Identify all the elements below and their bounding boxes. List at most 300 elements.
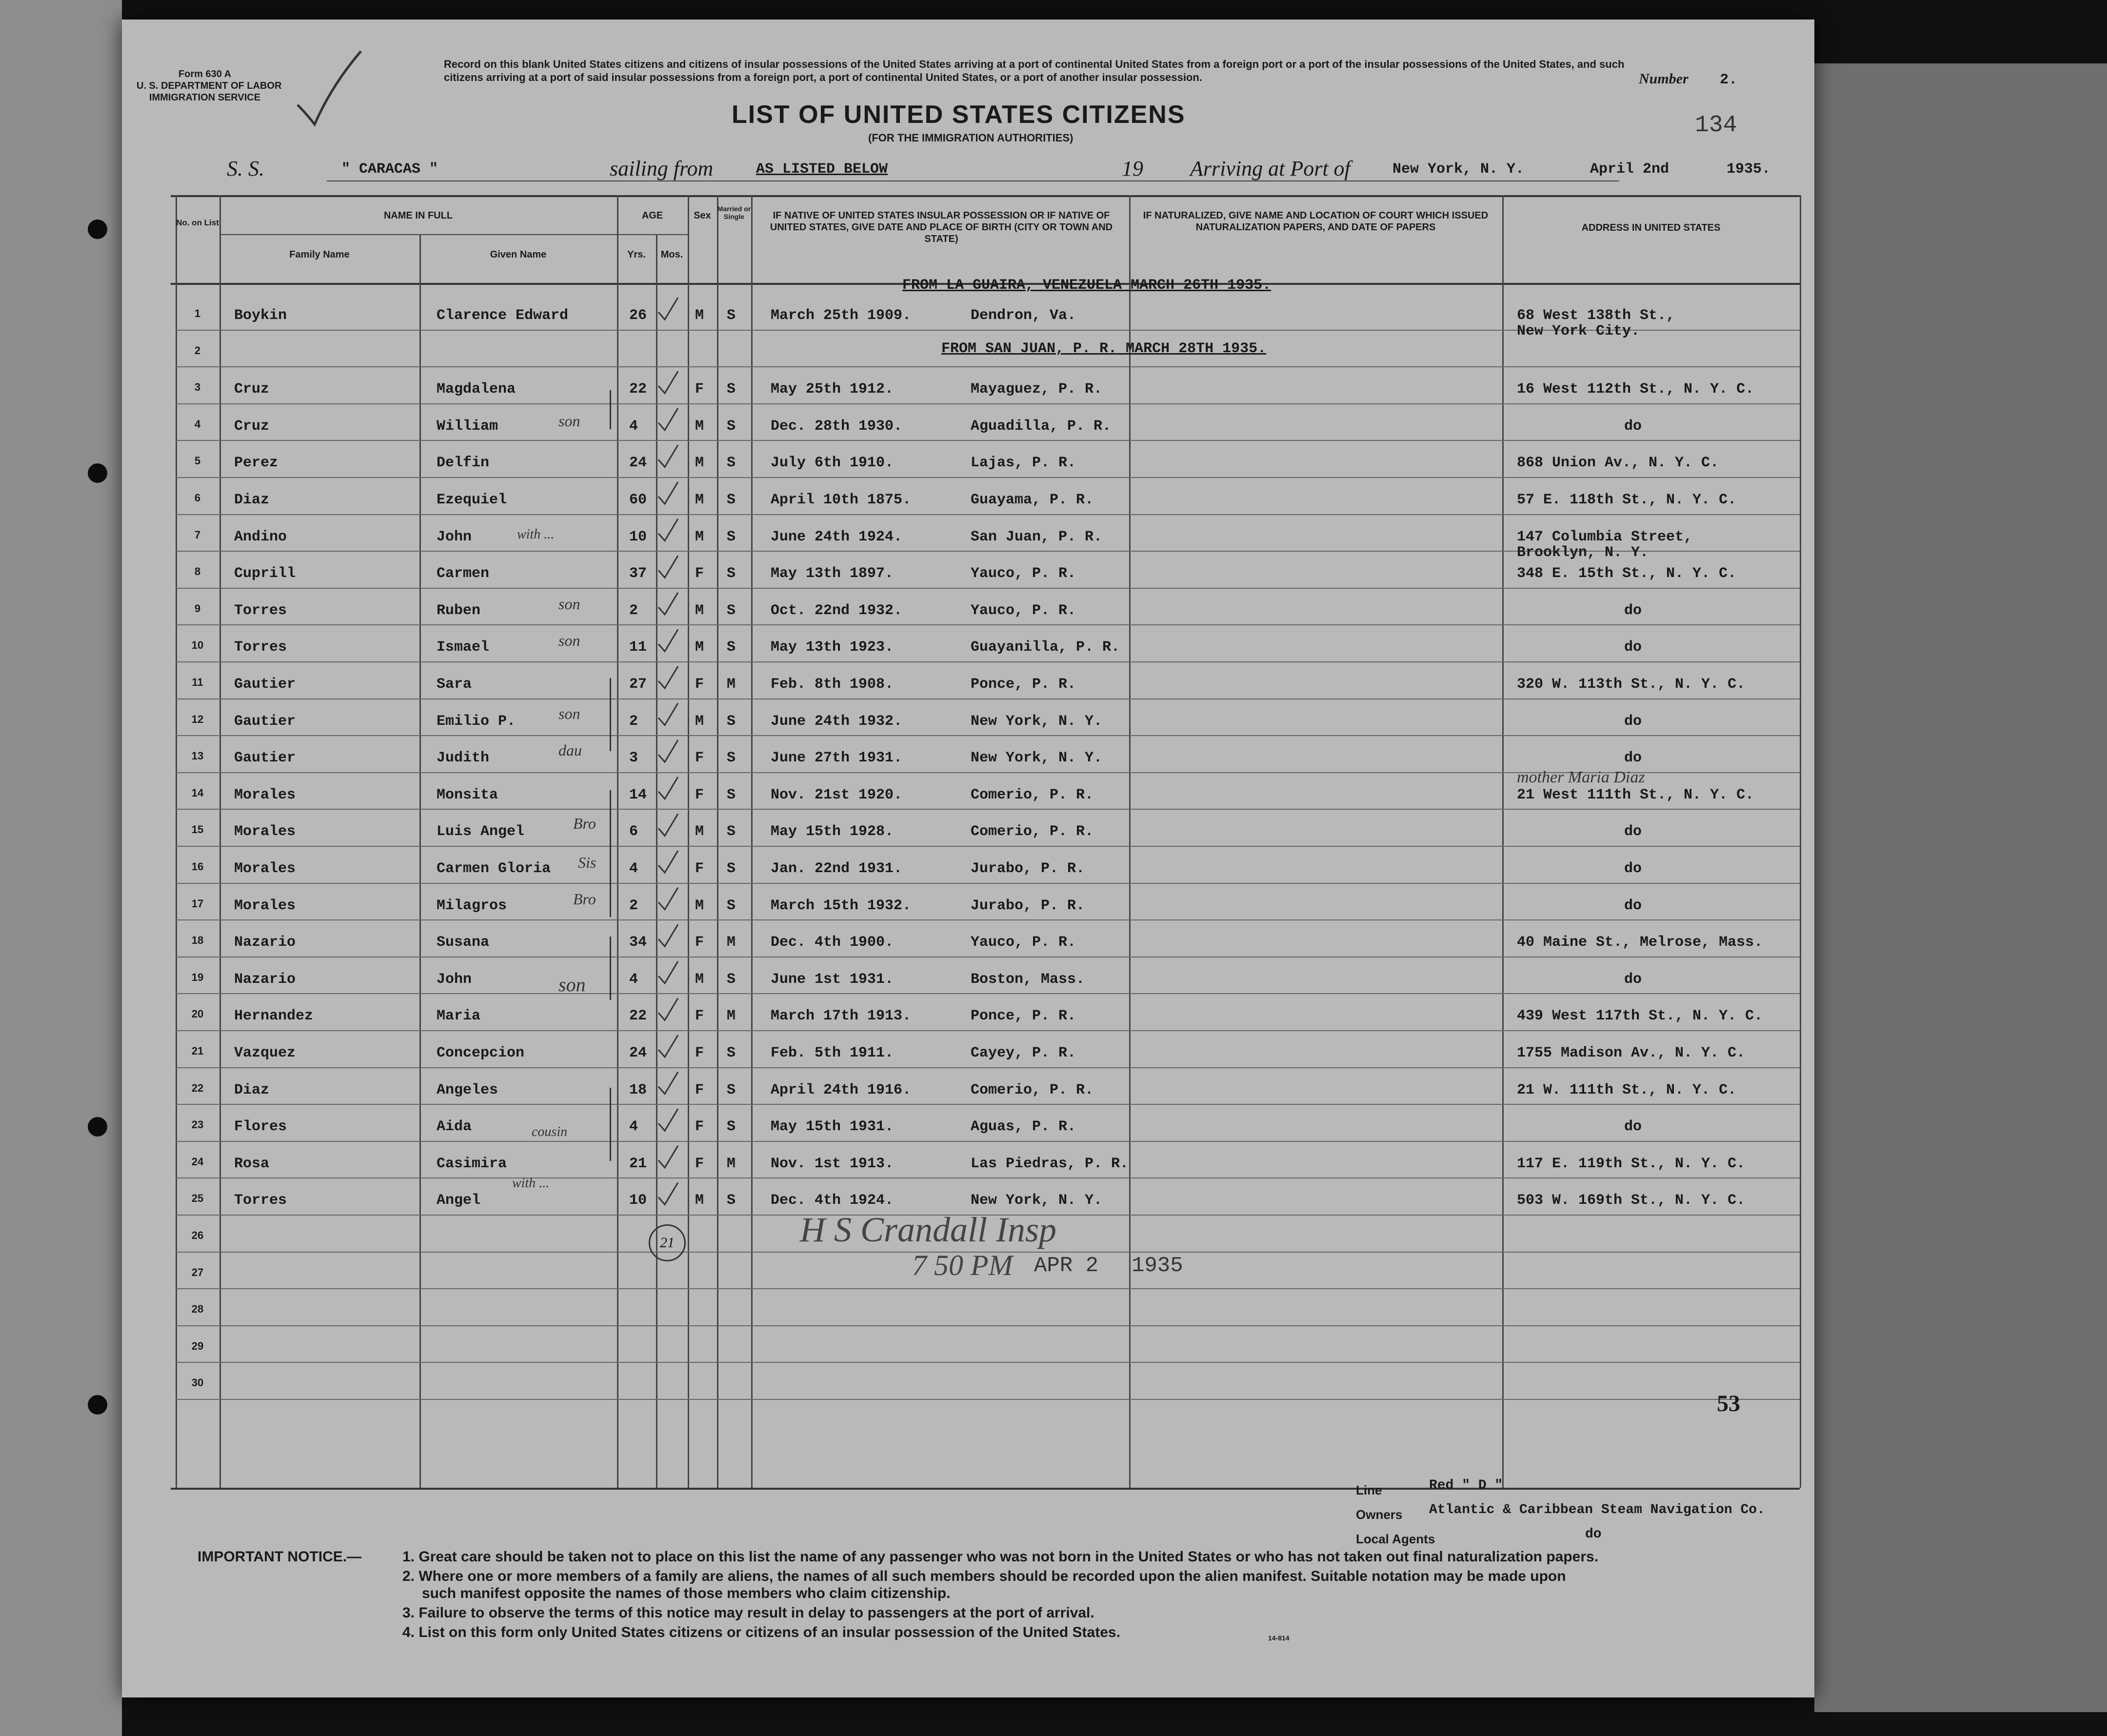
- row-16-ms: S: [727, 860, 736, 877]
- handwritten-note: Sis: [578, 854, 596, 871]
- row-1-birth-date: March 25th 1909.: [771, 307, 912, 324]
- agents-label: Local Agents: [1356, 1532, 1435, 1546]
- row-18-yrs: 34: [629, 934, 647, 951]
- row-10-birth-date: May 13th 1923.: [771, 639, 894, 656]
- tick-mark: [658, 666, 678, 688]
- col-header-yrs: Yrs.: [627, 249, 646, 260]
- row-7-birth-place: San Juan, P. R.: [971, 528, 1103, 545]
- row-6-family: Diaz: [234, 492, 270, 508]
- row-rule: [176, 440, 1800, 441]
- row-8-yrs: 37: [629, 565, 647, 582]
- arrival-time: 7 50 PM: [912, 1249, 1013, 1281]
- row-14-family: Morales: [234, 786, 296, 803]
- row-7-given: John: [437, 528, 472, 545]
- row-20-given: Maria: [437, 1008, 481, 1025]
- row-19-no: 19: [191, 971, 204, 983]
- row-23-address: do: [1624, 1118, 1642, 1136]
- row-8-no: 8: [194, 565, 201, 578]
- row-19-address: do: [1624, 971, 1642, 988]
- row-25-sex: M: [695, 1192, 704, 1209]
- row-21-no: 21: [191, 1045, 204, 1057]
- col-line: [219, 195, 221, 1488]
- row-10-yrs: 11: [629, 639, 647, 656]
- col-header-mos: Mos.: [660, 249, 683, 260]
- arrival-year: 1935.: [1727, 161, 1771, 178]
- row-12-ms: S: [727, 713, 736, 730]
- row-15-no: 15: [191, 823, 204, 836]
- col-line: [617, 195, 618, 1488]
- handwritten-note: son: [558, 595, 580, 613]
- row-16-birth-date: Jan. 22nd 1931.: [771, 860, 903, 877]
- row-16-no: 16: [191, 860, 204, 873]
- row-8-address: 348 E. 15th St., N. Y. C.: [1517, 565, 1737, 582]
- row-12-address: do: [1624, 713, 1642, 730]
- row-3-family: Cruz: [234, 381, 270, 398]
- row-11-sex: F: [695, 676, 704, 693]
- tick-mark: [658, 961, 678, 983]
- row-9-family: Torres: [234, 602, 287, 619]
- row-9-yrs: 2: [629, 602, 638, 619]
- row-11-ms: M: [727, 676, 736, 693]
- line-value: Red " D ": [1429, 1478, 1503, 1493]
- row-16-sex: F: [695, 860, 704, 877]
- tick-mark: [658, 1146, 678, 1168]
- row-8-sex: F: [695, 565, 704, 582]
- row-15-address: do: [1624, 823, 1642, 840]
- arriving-label: Arriving at Port of: [1190, 157, 1351, 180]
- row-rule: [176, 698, 1800, 699]
- row-11-no: 11: [192, 676, 203, 688]
- row-22-birth-date: April 24th 1916.: [771, 1081, 912, 1098]
- row-25-ms: S: [727, 1192, 736, 1209]
- row-20-birth-place: Ponce, P. R.: [971, 1008, 1076, 1025]
- col-header-sex: Sex: [694, 210, 711, 221]
- table-bottom-border: [171, 1488, 1800, 1490]
- row-17-family: Morales: [234, 897, 296, 914]
- row-23-family: Flores: [234, 1118, 287, 1136]
- tick-mark: [658, 740, 678, 762]
- line-label: Line: [1356, 1483, 1382, 1497]
- col-header-no: No. on List: [176, 218, 219, 227]
- row-rule: [176, 1399, 1800, 1400]
- row-27-no: 27: [191, 1266, 204, 1278]
- row-9-ms: S: [727, 602, 736, 619]
- row-6-birth-date: April 10th 1875.: [771, 492, 912, 508]
- row-7-yrs: 10: [629, 528, 647, 545]
- row-25-given: Angel: [437, 1192, 481, 1209]
- row-12-birth-place: New York, N. Y.: [971, 713, 1103, 730]
- row-17-sex: M: [695, 897, 704, 914]
- row-7-no: 7: [194, 528, 201, 541]
- row-rule: [176, 1325, 1800, 1326]
- row-rule: [176, 957, 1800, 958]
- row-14-given: Monsita: [437, 786, 498, 803]
- row-5-sex: M: [695, 455, 704, 472]
- punch-hole: [88, 219, 107, 239]
- row-8-given: Carmen: [437, 565, 490, 582]
- row-20-no: 20: [191, 1008, 204, 1020]
- row-15-ms: S: [727, 823, 736, 840]
- row-15-family: Morales: [234, 823, 296, 840]
- row-24-address: 117 E. 119th St., N. Y. C.: [1517, 1155, 1746, 1172]
- notice-item-2-cont: such manifest opposite the names of those members who claim citizenship.: [422, 1585, 951, 1601]
- row-5-no: 5: [194, 455, 201, 467]
- row-26-no: 26: [191, 1229, 204, 1241]
- row-11-given: Sara: [437, 676, 472, 693]
- row-1-address: 68 West 138th St.,: [1517, 307, 1675, 324]
- handwritten-note: dau: [558, 741, 582, 759]
- row-8-family: Cuprill: [234, 565, 296, 582]
- row-6-no: 6: [194, 492, 201, 504]
- row-18-birth-place: Yauco, P. R.: [971, 934, 1076, 951]
- row-17-yrs: 2: [629, 897, 638, 914]
- row-1-ms: S: [727, 307, 736, 324]
- tick-mark: [658, 814, 678, 836]
- row-10-no: 10: [191, 639, 204, 652]
- form-number: Form 630 A: [178, 69, 232, 80]
- row-15-birth-place: Comerio, P. R.: [971, 823, 1094, 840]
- row-17-given: Milagros: [437, 897, 507, 914]
- row-22-family: Diaz: [234, 1081, 270, 1098]
- tick-mark: [658, 556, 678, 578]
- row-7-birth-date: June 24th 1924.: [771, 528, 903, 545]
- row-20-birth-date: March 17th 1913.: [771, 1008, 912, 1025]
- row-9-given: Ruben: [437, 602, 481, 619]
- col-header-address: ADDRESS IN UNITED STATES: [1581, 222, 1721, 233]
- row-3-ms: S: [727, 381, 736, 398]
- row-13-no: 13: [191, 750, 204, 762]
- row-18-address: 40 Maine St., Melrose, Mass.: [1517, 934, 1763, 951]
- row-3-sex: F: [695, 381, 704, 398]
- row-4-birth-date: Dec. 28th 1930.: [771, 418, 903, 435]
- row-5-birth-date: July 6th 1910.: [771, 455, 894, 472]
- row-1-address2: New York City.: [1517, 323, 1640, 339]
- row-24-no: 24: [191, 1155, 204, 1168]
- page-subtitle: (FOR THE IMMIGRATION AUTHORITIES): [868, 132, 1073, 144]
- tick-mark: [658, 998, 678, 1020]
- row-16-family: Morales: [234, 860, 296, 877]
- row-4-address: do: [1624, 418, 1642, 435]
- row-19-birth-place: Boston, Mass.: [971, 971, 1085, 988]
- table-top-border: [171, 195, 1800, 197]
- row-25-birth-place: New York, N. Y.: [971, 1192, 1103, 1209]
- row-4-yrs: 4: [629, 418, 638, 435]
- col-line: [176, 195, 177, 1488]
- row-rule: [176, 1362, 1800, 1363]
- row-14-birth-date: Nov. 21st 1920.: [771, 786, 903, 803]
- check-mark-icon: [293, 46, 366, 134]
- row-9-sex: M: [695, 602, 704, 619]
- row-3-birth-date: May 25th 1912.: [771, 381, 894, 398]
- row-rule: [176, 846, 1800, 847]
- row-24-sex: F: [695, 1155, 704, 1172]
- row-24-family: Rosa: [234, 1155, 270, 1172]
- row-21-birth-place: Cayey, P. R.: [971, 1045, 1076, 1061]
- row-24-birth-place: Las Piedras, P. R.: [971, 1155, 1129, 1172]
- row-23-birth-date: May 15th 1931.: [771, 1118, 894, 1136]
- background-page-left: [0, 0, 122, 1736]
- row-16-address: do: [1624, 860, 1642, 877]
- row-12-birth-date: June 24th 1932.: [771, 713, 903, 730]
- row-18-sex: F: [695, 934, 704, 951]
- handwritten-note: Bro: [573, 815, 596, 832]
- col-line: [1502, 195, 1504, 1488]
- inspector-signature: H S Crandall Insp: [800, 1210, 1057, 1249]
- manifest-sheet: [122, 20, 1814, 1697]
- row-23-birth-place: Aguas, P. R.: [971, 1118, 1076, 1136]
- bracket-mark: [610, 937, 611, 1000]
- bracket-mark: [610, 678, 611, 751]
- row-9-address: do: [1624, 602, 1642, 619]
- row-12-no: 12: [191, 713, 204, 725]
- row-rule: [176, 735, 1800, 736]
- number-field: [1639, 71, 1737, 88]
- row-18-birth-date: Dec. 4th 1900.: [771, 934, 894, 951]
- handwritten-note: Bro: [573, 890, 596, 908]
- row-rule: [176, 403, 1800, 404]
- age-header-divider: [617, 234, 688, 235]
- notice-item-1: 1. Great care should be taken not to place on this list the name of any passenger who was not born in the United States or who has not taken out final naturalization papers.: [402, 1549, 1599, 1565]
- form-id-block: [137, 68, 282, 103]
- row-4-given: William: [437, 418, 498, 435]
- row-4-ms: S: [727, 418, 736, 435]
- tally-circle: 21: [649, 1224, 686, 1261]
- row-25-birth-date: Dec. 4th 1924.: [771, 1192, 894, 1209]
- year-prefix: 19: [1122, 157, 1143, 180]
- row-13-ms: S: [727, 750, 736, 767]
- sailing-label: sailing from: [610, 157, 714, 180]
- row-24-yrs: 21: [629, 1155, 647, 1172]
- row-18-ms: M: [727, 934, 736, 951]
- row-13-address: do: [1624, 750, 1642, 767]
- row-14-no: 14: [191, 786, 204, 799]
- row-5-ms: S: [727, 455, 736, 472]
- row-rule: [176, 366, 1800, 367]
- row-22-sex: F: [695, 1081, 704, 1098]
- row-8-birth-place: Yauco, P. R.: [971, 565, 1076, 582]
- row-rule: [176, 1288, 1800, 1289]
- row-1-yrs: 26: [629, 307, 647, 324]
- col-header-given: Given Name: [490, 249, 547, 260]
- bracket-mark: [610, 1088, 611, 1161]
- tick-mark: [658, 1072, 678, 1094]
- row-2-no: 2: [194, 344, 201, 357]
- row-21-family: Vazquez: [234, 1045, 296, 1061]
- col-header-married: Married or Single: [717, 205, 751, 220]
- row-16-yrs: 4: [629, 860, 638, 877]
- row-13-given: Judith: [437, 750, 490, 767]
- row-22-address: 21 W. 111th St., N. Y. C.: [1517, 1081, 1737, 1098]
- row-21-yrs: 24: [629, 1045, 647, 1061]
- row-7-sex: M: [695, 528, 704, 545]
- row-25-yrs: 10: [629, 1192, 647, 1209]
- row-29-no: 29: [191, 1339, 204, 1352]
- row-5-given: Delfin: [437, 455, 490, 472]
- row-12-family: Gautier: [234, 713, 296, 730]
- tick-mark: [658, 519, 678, 541]
- row-10-birth-place: Guayanilla, P. R.: [971, 639, 1120, 656]
- tick-mark: [658, 593, 678, 615]
- row-21-sex: F: [695, 1045, 704, 1061]
- tick-mark: [658, 777, 678, 799]
- background-page-right: [1814, 63, 2107, 1712]
- row-13-birth-date: June 27th 1931.: [771, 750, 903, 767]
- row-20-family: Hernandez: [234, 1008, 314, 1025]
- row-9-no: 9: [194, 602, 201, 615]
- row-7-address2: Brooklyn, N. Y.: [1517, 544, 1649, 561]
- row-4-sex: M: [695, 418, 704, 435]
- row-rule: [176, 477, 1800, 478]
- notice-item-2: 2. Where one or more members of a family are aliens, the names of all such members should be recorded upon the alien manifest. Suitable notation may be made upon: [402, 1568, 1566, 1584]
- page-number: 53: [1717, 1391, 1740, 1417]
- bracket-mark: [610, 790, 611, 917]
- name-header-divider: [219, 234, 617, 235]
- row-rule: [176, 1141, 1800, 1142]
- section-header-la-guaira: FROM LA GUAIRA, VENEZUELA MARCH 26TH 1935.: [902, 277, 1272, 294]
- row-3-no: 3: [194, 381, 201, 394]
- tick-mark: [658, 1035, 678, 1057]
- number-value: 2.: [1720, 72, 1738, 88]
- tick-mark: [658, 629, 678, 651]
- row-22-no: 22: [191, 1081, 204, 1094]
- row-17-birth-place: Jurabo, P. R.: [971, 897, 1085, 914]
- handwritten-note: son: [558, 705, 580, 722]
- arrival-port: New York, N. Y.: [1392, 161, 1525, 178]
- row-21-address: 1755 Madison Av., N. Y. C.: [1517, 1045, 1746, 1061]
- row-4-family: Cruz: [234, 418, 270, 435]
- owners-label: Owners: [1356, 1507, 1403, 1522]
- tick-mark: [658, 703, 678, 725]
- row-16-birth-place: Jurabo, P. R.: [971, 860, 1085, 877]
- row-11-yrs: 27: [629, 676, 647, 693]
- row-rule: [176, 993, 1800, 994]
- row-14-birth-place: Comerio, P. R.: [971, 786, 1094, 803]
- row-14-yrs: 14: [629, 786, 647, 803]
- punch-hole: [88, 1117, 107, 1137]
- row-22-yrs: 18: [629, 1081, 647, 1098]
- row-24-given: Casimira: [437, 1155, 507, 1172]
- row-13-sex: F: [695, 750, 704, 767]
- ss-label: S. S.: [227, 157, 264, 180]
- row-11-birth-date: Feb. 8th 1908.: [771, 676, 894, 693]
- voyage-underline: [327, 180, 1619, 181]
- row-20-ms: M: [727, 1008, 736, 1025]
- row-1-sex: M: [695, 307, 704, 324]
- row-12-yrs: 2: [629, 713, 638, 730]
- row-10-sex: M: [695, 639, 704, 656]
- row-1-no: 1: [194, 307, 201, 319]
- row-20-address: 439 West 117th St., N. Y. C.: [1517, 1008, 1763, 1025]
- tick-mark: [658, 298, 678, 319]
- row-17-ms: S: [727, 897, 736, 914]
- tick-mark: [658, 1109, 678, 1131]
- col-header-age: AGE: [641, 210, 663, 221]
- handwritten-note: with ...: [512, 1176, 550, 1191]
- notice-item-3: 3. Failure to observe the terms of this notice may result in delay to passengers at the port of arrival.: [402, 1605, 1094, 1621]
- row-6-yrs: 60: [629, 492, 647, 508]
- row-10-ms: S: [727, 639, 736, 656]
- col-line: [419, 234, 421, 1488]
- row-22-birth-place: Comerio, P. R.: [971, 1081, 1094, 1098]
- row-18-given: Susana: [437, 934, 490, 951]
- tick-marks: [656, 293, 719, 1249]
- row-19-ms: S: [727, 971, 736, 988]
- punch-hole: [88, 463, 107, 483]
- punch-hole: [88, 1395, 107, 1415]
- row-17-address: do: [1624, 897, 1642, 914]
- row-20-sex: F: [695, 1008, 704, 1025]
- row-rule: [176, 1177, 1800, 1178]
- notice-title: IMPORTANT NOTICE.—: [198, 1549, 362, 1565]
- row-7-address: 147 Columbia Street,: [1517, 528, 1693, 545]
- tick-mark: [658, 924, 678, 946]
- row-3-yrs: 22: [629, 381, 647, 398]
- row-19-yrs: 4: [629, 971, 638, 988]
- row-8-ms: S: [727, 565, 736, 582]
- row-6-address: 57 E. 118th St., N. Y. C.: [1517, 492, 1737, 508]
- row-14-address: 21 West 111th St., N. Y. C.: [1517, 786, 1754, 803]
- row-18-family: Nazario: [234, 934, 296, 951]
- row-5-address: 868 Union Av., N. Y. C.: [1517, 455, 1719, 472]
- tick-mark: [658, 482, 678, 504]
- row-16-given: Carmen Gloria: [437, 860, 551, 877]
- row-15-given: Luis Angel: [437, 823, 525, 840]
- stamp-date: APR 2: [1034, 1254, 1099, 1278]
- row-4-no: 4: [194, 418, 201, 430]
- row-17-birth-date: March 15th 1932.: [771, 897, 912, 914]
- row-6-sex: M: [695, 492, 704, 508]
- handwritten-note: cousin: [532, 1124, 568, 1139]
- arrival-date: April 2nd: [1590, 161, 1670, 178]
- row-10-family: Torres: [234, 639, 287, 656]
- ship-name: " CARACAS ": [341, 161, 438, 178]
- row-3-address: 16 West 112th St., N. Y. C.: [1517, 381, 1754, 398]
- row-23-ms: S: [727, 1118, 736, 1136]
- row-5-birth-place: Lajas, P. R.: [971, 455, 1076, 472]
- row-8-birth-date: May 13th 1897.: [771, 565, 894, 582]
- col-header-name-in-full: NAME IN FULL: [383, 210, 453, 221]
- row-14-ms: S: [727, 786, 736, 803]
- tick-mark: [658, 851, 678, 873]
- row-3-birth-place: Mayaguez, P. R.: [971, 381, 1103, 398]
- bracket-mark: [610, 390, 611, 429]
- row-21-birth-date: Feb. 5th 1911.: [771, 1045, 894, 1061]
- row-13-birth-place: New York, N. Y.: [971, 750, 1103, 767]
- row-23-yrs: 4: [629, 1118, 638, 1136]
- row-5-family: Perez: [234, 455, 278, 472]
- row-28-no: 28: [191, 1303, 204, 1316]
- owners-value: Atlantic & Caribbean Steam Navigation Co.: [1429, 1502, 1765, 1517]
- row-5-yrs: 24: [629, 455, 647, 472]
- row-12-given: Emilio P.: [437, 713, 516, 730]
- row-19-birth-date: June 1st 1931.: [771, 971, 894, 988]
- page-stamp-number: 134: [1695, 112, 1737, 139]
- row-24-birth-date: Nov. 1st 1913.: [771, 1155, 894, 1172]
- row-rule: [176, 1030, 1800, 1031]
- row-14-sex: F: [695, 786, 704, 803]
- row-4-birth-place: Aguadilla, P. R.: [971, 418, 1112, 435]
- row-rule: [176, 514, 1800, 515]
- row-10-address: do: [1624, 639, 1642, 656]
- row-13-family: Gautier: [234, 750, 296, 767]
- top-notice: Record on this blank United States citizens and citizens of insular possessions of the United States arriving at a port of continental United States from a foreign port or a port of the insular possessions of the United States, and such citizens arriving at a port of said insular possessions from a foreign port, a port of continental United States, or a port of another insular possession.: [444, 58, 1625, 83]
- tick-mark: [658, 445, 678, 467]
- row-22-ms: S: [727, 1081, 736, 1098]
- department: U. S. DEPARTMENT OF LABOR: [137, 80, 282, 91]
- row-19-given: John: [437, 971, 472, 988]
- row-7-ms: S: [727, 528, 736, 545]
- tick-mark: [658, 888, 678, 910]
